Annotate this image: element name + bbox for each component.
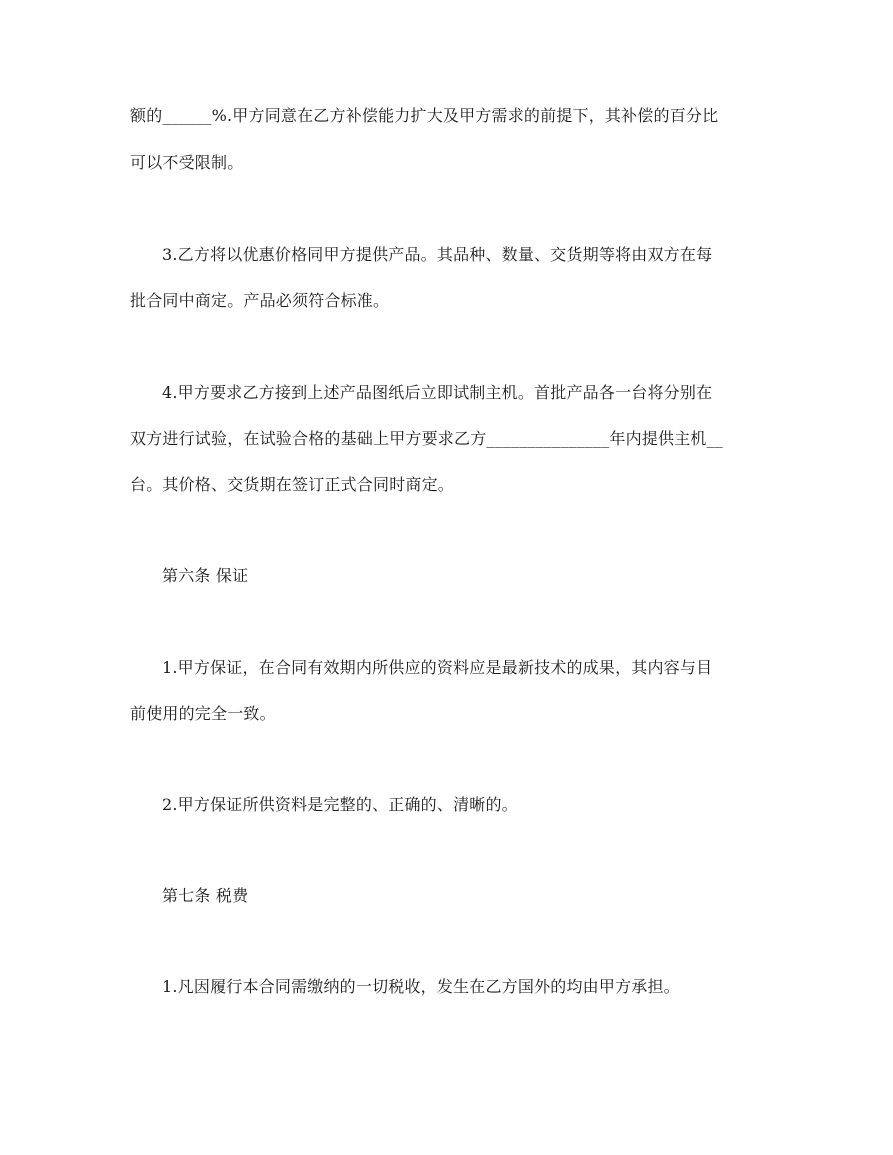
text-line-2: 可以不受限制。	[130, 153, 244, 172]
text-line-9: 前使用的完全一致。	[130, 704, 276, 723]
section-heading-7: 第七条 税费	[162, 886, 249, 905]
text-line-10: 2.甲方保证所供资料是完整的、正确的、清晰的。	[162, 795, 518, 814]
text-line-5: 4.甲方要求乙方接到上述产品图纸后立即试制主机。首批产品各一台将分别在	[162, 383, 713, 402]
text-line-8: 1.甲方保证，在合同有效期内所供应的资料应是最新技术的成果，其内容与目	[162, 658, 713, 677]
text-line-7: 台。其价格、交货期在签订正式合同时商定。	[130, 475, 455, 494]
text-line-4: 批合同中商定。产品必须符合标准。	[130, 291, 390, 310]
text-line-6: 双方进行试验，在试验合格的基础上甲方要求乙方_______________年内提供主机__	[130, 429, 724, 448]
section-heading-6: 第六条 保证	[162, 566, 249, 585]
text-line-1: 额的______%.甲方同意在乙方补偿能力扩大及甲方需求的前提下，其补偿的百分比	[130, 106, 719, 125]
text-line-11: 1.凡因履行本合同需缴纳的一切税收，发生在乙方国外的均由甲方承担。	[162, 977, 680, 996]
text-line-3: 3.乙方将以优惠价格同甲方提供产品。其品种、数量、交货期等将由双方在每	[162, 245, 713, 264]
